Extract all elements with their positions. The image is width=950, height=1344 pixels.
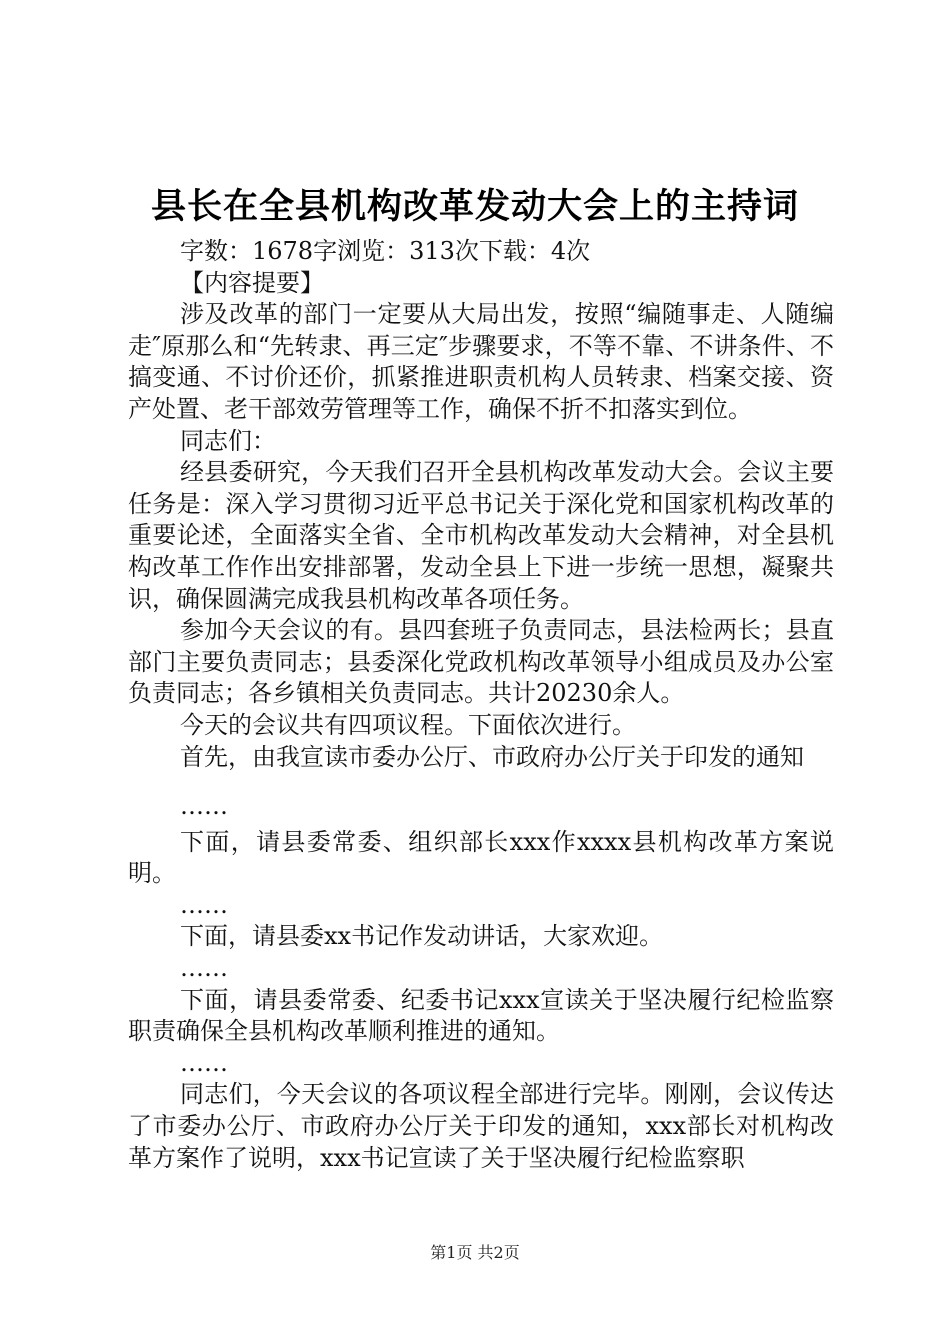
document-meta: 字数：1678字浏览：313次下载：4次 xyxy=(180,237,591,265)
summary-heading: 【内容提要】 xyxy=(180,268,324,297)
paragraph: 涉及改革的部门一定要从大局出发，按照“编随事走、人随编走″原那么和“先转隶、再三定″步骤要求，不等不靠、不讲条件、不搞变通、不讨价还价，抓紧推进职责机构人员转隶、档案交接、资产处置、老干部效劳管理等工作，确保不折不扣落实到位。 xyxy=(128,300,834,423)
ellipsis: …… xyxy=(180,1048,228,1077)
paragraph: 今天的会议共有四项议程。下面依次进行。 xyxy=(180,710,636,739)
paragraph: 经县委研究，今天我们召开全县机构改革发动大会。会议主要任务是：深入学习贯彻习近平总书记关于深化党和国家机构改革的重要论述，全面落实全省、全市机构改革发动大会精神，对全县机构改革工作作出安排部署，发动全县上下进一步统一思想，凝聚共识，确保圆满完成我县机构改革各项任务。 xyxy=(128,458,834,613)
agenda-item: 下面，请县委常委、组织部长xxx作xxxx县机构改革方案说明。 xyxy=(128,827,834,888)
agenda-item: 下面，请县委常委、纪委书记xxx宣读关于坚决履行纪检监察职责确保全县机构改革顺利推进的通知。 xyxy=(128,985,834,1046)
document-title: 县长在全县机构改革发动大会上的主持词 xyxy=(150,186,799,227)
paragraph: 参加今天会议的有。县四套班子负责同志，县法检两长；县直部门主要负责同志；县委深化党政机构改革领导小组成员及办公室负责同志；各乡镇相关负责同志。共计20230余人。 xyxy=(128,616,834,708)
paragraph: 首先，由我宣读市委办公厅、市政府办公厅关于印发的通知 xyxy=(180,742,804,771)
ellipsis: …… xyxy=(180,792,228,821)
ellipsis: …… xyxy=(180,890,228,919)
agenda-item: 下面，请县委xx书记作发动讲话，大家欢迎。 xyxy=(180,922,664,951)
paragraph: 同志们： xyxy=(180,426,276,455)
closing-paragraph: 同志们，今天会议的各项议程全部进行完毕。刚刚，会议传达了市委办公厅、市政府办公厅关于印发的通知，xxx部长对机构改革方案作了说明，xxx书记宣读了关于坚决履行纪检监察职 xyxy=(128,1080,834,1172)
document-body xyxy=(128,236,834,1174)
ellipsis: …… xyxy=(180,954,228,983)
page-footer: 第1页 共2页 xyxy=(430,1243,520,1262)
